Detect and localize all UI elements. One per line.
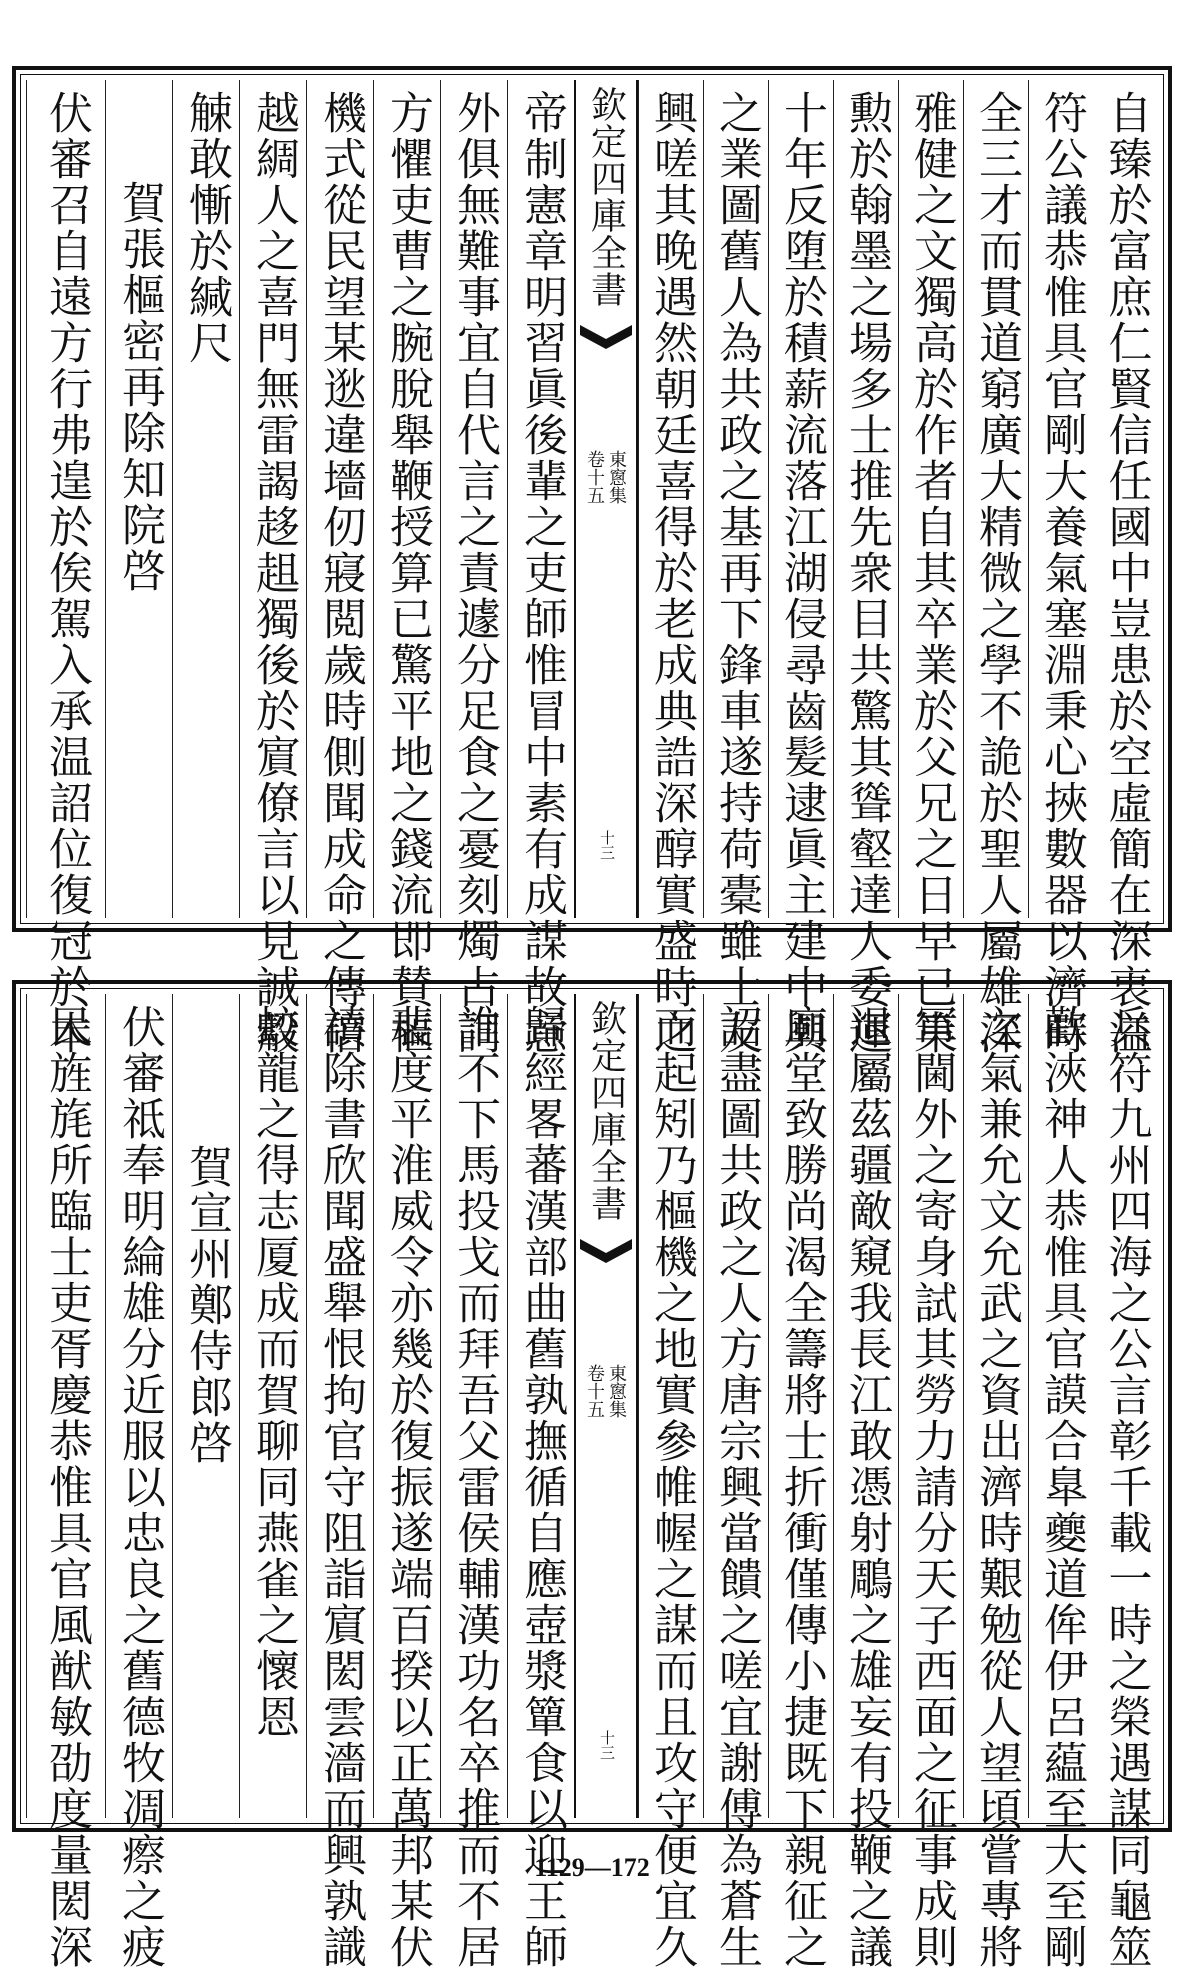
fishtail-mark-icon — [580, 1239, 632, 1265]
column-text: 軍閫外之寄身試其勞力請分天子西面之征事成則 — [906, 1004, 957, 1970]
text-column — [703, 994, 768, 1970]
column-text: 自臻於富庶仁賢信任國中豈患於空虛簡在深衷溢 — [1100, 90, 1152, 1056]
center-fold-band — [574, 994, 638, 1818]
section-heading: 賀張樞密再除知院啓 — [114, 180, 165, 594]
column-text: 蛟龍之得志厦成而賀聊同燕雀之懷恩 — [248, 1004, 299, 1740]
text-column — [172, 994, 239, 1818]
collection-title: 欽定四庫全書 — [585, 1000, 627, 1222]
text-column — [1028, 994, 1093, 1970]
page-reference-code: 1129—172 — [534, 1853, 650, 1882]
column-text: 全三才而貫道窮廣大精微之學不詭於聖人屬雄深 — [971, 90, 1022, 1056]
text-column — [963, 80, 1028, 1056]
column-text: 觫敢慚於緘尺 — [181, 90, 232, 366]
column-text: 歸經畧蕃漢部曲舊孰撫循自應壺漿簞食以迎王師 — [516, 1004, 567, 1970]
column-text: 方懼吏曹之腕脫舉鞭授算已驚平地之錢流即賛樞 — [382, 90, 433, 1056]
text-column — [963, 994, 1028, 1970]
text-column — [239, 80, 306, 1056]
text-column — [768, 80, 833, 1056]
fishtail-mark-icon — [580, 325, 632, 351]
text-column — [1028, 80, 1093, 1056]
column-text: 伏審祗奉明綸雄分近服以忠良之舊德牧凋瘵之疲 — [114, 1004, 165, 1970]
column-text: 誰不下馬投戈而拜吾父雷侯輔漢功名卒推而不居 — [449, 1004, 500, 1970]
column-text: 機式從民望某逖違墻仞寢閲歲時側聞成命之傳倍 — [315, 90, 366, 1056]
text-column — [373, 80, 440, 1056]
center-fold-band — [574, 80, 638, 918]
column-text: 讀除書欣聞盛舉恨拘官守阻詣賔閎雲濇而興孰識 — [315, 1004, 366, 1970]
text-column — [898, 994, 963, 1970]
column-text: 十年反堕於積薪流落江湖侵尋齒髪逮眞主建中興 — [776, 90, 827, 1056]
book-title: 東窻集 — [606, 1364, 627, 1418]
column-text: 勲於翰墨之場多士推先衆目共驚其聳壑達人委運 — [841, 90, 892, 1056]
text-column — [306, 80, 373, 1056]
text-column — [768, 994, 833, 1970]
column-text: 而起矧乃樞機之地實參帷幄之謀而且攻守便宜久 — [646, 1004, 697, 1970]
text-column — [638, 80, 703, 1056]
text-column — [172, 80, 239, 918]
text-column — [1093, 80, 1158, 1056]
column-text: 帝制憲章明習眞後輩之吏師惟冒中素有成謀故意 — [516, 90, 567, 1056]
column-text: 之業圖舊人為共政之基再下鋒車遂持荷橐雖士友 — [711, 90, 762, 1056]
text-column — [898, 80, 963, 1056]
text-column — [1093, 994, 1158, 1970]
text-column — [373, 994, 440, 1970]
text-column — [26, 994, 105, 1970]
volume-label: 卷十五 — [584, 450, 605, 504]
folio-number: 十三 — [598, 830, 616, 860]
column-text: 興嗟其晚遇然朝廷喜得於老成典誥深醇實盛時之 — [646, 90, 697, 1056]
column-text: 裴度平淮威令亦幾於復振遂端百揆以正萬邦某伏 — [382, 1004, 433, 1970]
text-column — [440, 994, 507, 1970]
text-column — [239, 994, 306, 1818]
column-text: 歡浹神人恭惟具官謨合臯夔道侔伊呂藴至大至剛 — [1036, 1004, 1087, 1970]
text-column — [638, 994, 703, 1970]
volume-label: 卷十五 — [584, 1364, 605, 1418]
column-text: 詔盡圖共政之人方唐宗興當饋之嗟宜謝傅為蒼生 — [711, 1004, 762, 1970]
column-text: 外俱無難事宜自代言之責遽分足食之憂刻燭占詞 — [449, 90, 500, 1056]
text-column — [105, 994, 172, 1970]
column-text: 兵符九州四海之公言彰千載一時之榮遇謀同龜筮 — [1100, 1004, 1152, 1970]
text-column — [26, 80, 105, 1056]
column-text: 伏審召自遠方行弗遑於俟駕入承温詔位復冠於本 — [41, 90, 92, 1056]
text-column — [440, 80, 507, 1056]
upper-page-frame — [12, 66, 1172, 1056]
text-column — [507, 80, 574, 1056]
folio-number: 十三 — [598, 1730, 616, 1760]
column-text: 越綢人之喜門無雷謁趍趄獨後於賔僚言以見誠觳 — [248, 90, 299, 1056]
column-text: 退屬茲疆敵窺我長江敢憑射鵰之雄妄有投鞭之議 — [841, 1004, 892, 1970]
text-column — [833, 994, 898, 1970]
text-column — [105, 80, 172, 918]
column-text: 雅健之文獨高於作者自其卒業於父兄之日早已策 — [906, 90, 957, 1056]
book-title: 東窻集 — [606, 450, 627, 504]
text-column — [703, 80, 768, 1056]
column-text: 之氣兼允文允武之資出濟時艱勉從人望頃嘗專將 — [971, 1004, 1022, 1970]
upper-page-text-area — [26, 80, 1158, 1056]
column-text: 民旌旄所臨士吏胥慶恭惟具官風猷敏劭度量閎深 — [41, 1004, 92, 1970]
column-text: 廟堂致勝尚渴全籌將士折衝僅傳小捷既下親征之 — [776, 1004, 827, 1970]
column-text: 符公議恭惟具官剛大養氣塞淵秉心挾數器以濟時 — [1036, 90, 1087, 1056]
text-column — [306, 994, 373, 1970]
collection-title: 欽定四庫全書 — [585, 86, 627, 308]
text-column — [833, 80, 898, 1056]
section-heading: 賀宣州鄭侍郎啓 — [181, 1144, 232, 1466]
text-column — [507, 994, 574, 1970]
